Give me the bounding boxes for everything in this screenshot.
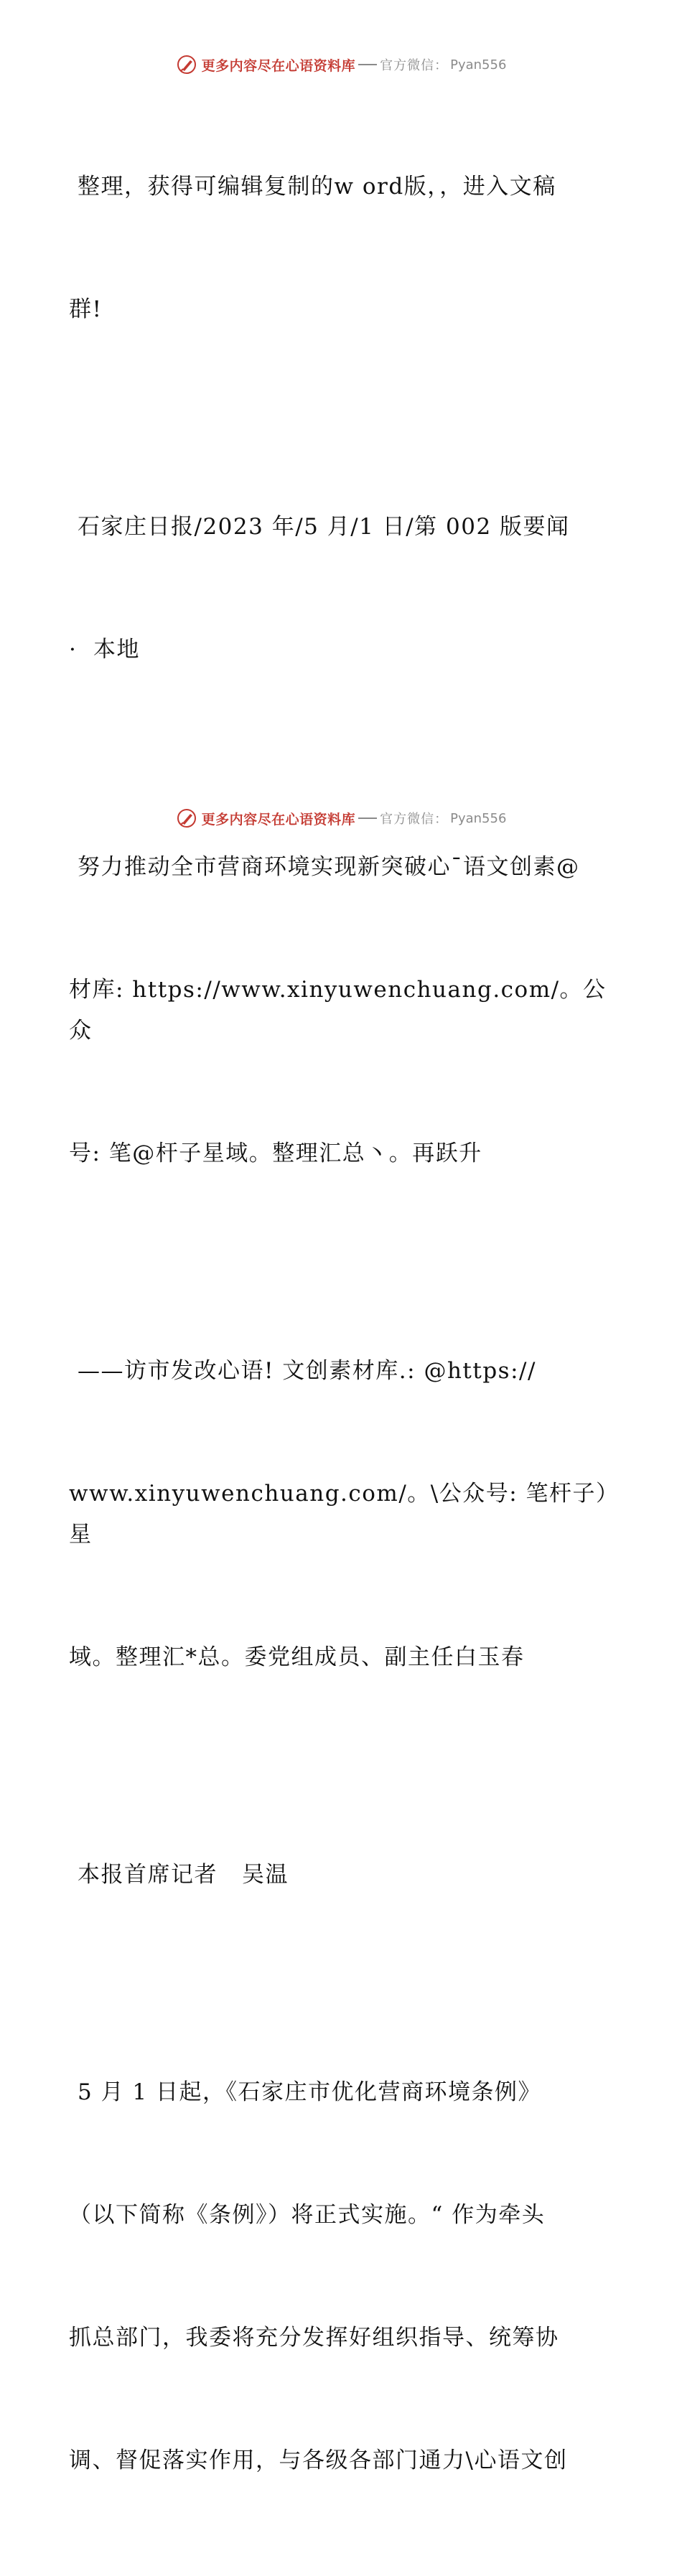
- footer-dash-divider: [358, 818, 377, 819]
- text-line: · 本地: [69, 637, 141, 662]
- text-line: 材库: https://www.xinyuwenchuang.com/。公众: [69, 977, 607, 1044]
- footer-brand-text: 更多内容尽在心语资料库: [201, 811, 356, 828]
- text-line: ——访市发改心语! 文创素材库.: @https://: [78, 1358, 536, 1384]
- text-line: 本报首席记者 吴温: [78, 1862, 289, 1888]
- text-line: 调、督促落实作用，与各级各部门通力\心语文创: [69, 2448, 568, 2473]
- header-wechat-id: Pyan556: [450, 57, 507, 72]
- text-line: 石家庄日报/2023 年/5 月/1 日/第 002 版要闻: [78, 514, 570, 540]
- quill-pen-logo-icon: [176, 54, 197, 75]
- text-line: www.xinyuwenchuang.com/。\公众号: 笔杆子）星: [69, 1481, 609, 1547]
- text-line: 抓总部门，我委将充分发挥好组织指导、统筹协: [69, 2325, 559, 2351]
- header-wechat-label: 官方微信：: [380, 58, 449, 73]
- quill-pen-logo-icon: [176, 807, 197, 829]
- text-line: 5 月 1 日起，《石家庄市优化营商环境条例》: [78, 2079, 542, 2105]
- footer-banner: [0, 804, 682, 833]
- paragraph-subheadline: [69, 1269, 615, 1760]
- text-line: 努力推动全市营商环境实现新突破心¯语文创素@: [78, 854, 580, 880]
- text-line: 整理，获得可编辑复制的w ord版，，进入文稿: [78, 174, 556, 200]
- paragraph-article-body: [69, 1990, 615, 2563]
- paragraph-intro: [69, 85, 615, 412]
- text-line: 号: 笔@杆子星域。整理汇总丶。再跃升: [69, 1141, 482, 1166]
- paragraph-byline: [69, 1773, 615, 1977]
- header-dash-divider: [358, 64, 377, 65]
- text-line: 域。整理汇*总。委党组成员、副主任白玉春: [69, 1644, 525, 1670]
- footer-wechat-label: 官方微信：: [380, 812, 449, 827]
- document-body: [69, 85, 615, 2576]
- paragraph-source: [69, 425, 615, 752]
- header-brand-text: 更多内容尽在心语资料库: [201, 57, 356, 74]
- paragraph-headline: [69, 765, 615, 1256]
- text-line: 群!: [69, 296, 103, 322]
- text-line: （以下简称《条例》）将正式实施。“ 作为牵头: [69, 2202, 546, 2228]
- header-banner: [0, 50, 682, 79]
- footer-wechat-id: Pyan556: [450, 810, 507, 826]
